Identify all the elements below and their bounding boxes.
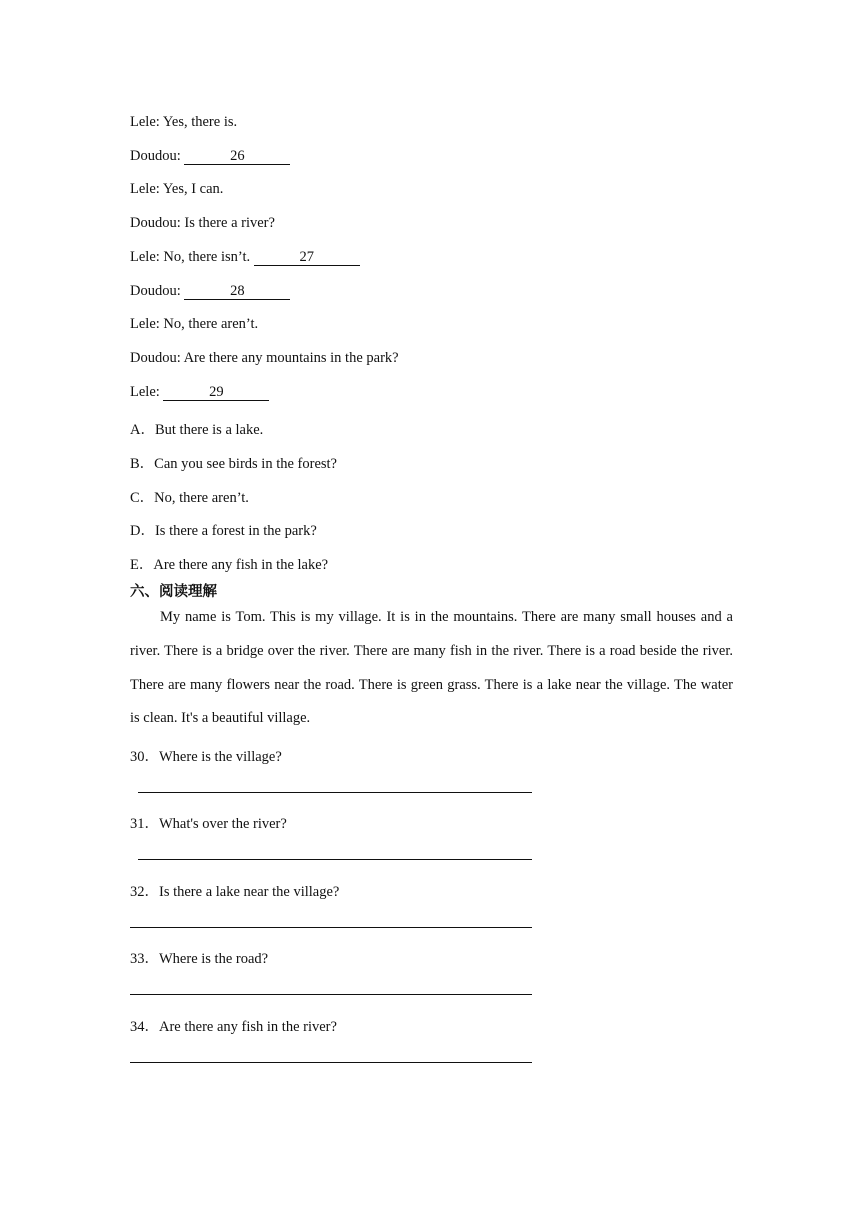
dialogue-line: Lele: Yes, there is. xyxy=(130,114,238,130)
dialogue-line: Doudou: 26 xyxy=(130,148,290,165)
question-34: 34．Are there any fish in the river? xyxy=(130,1019,337,1035)
dialogue-line: Lele: 29 xyxy=(130,384,269,401)
answer-blank-26[interactable]: 26 xyxy=(184,149,290,165)
option-e: E．Are there any fish in the lake? xyxy=(130,557,329,573)
answer-blank-27[interactable]: 27 xyxy=(254,250,360,266)
answer-line-30[interactable] xyxy=(138,792,532,793)
option-d: D．Is there a forest in the park? xyxy=(130,523,317,539)
answer-line-34[interactable] xyxy=(130,1062,532,1063)
dialogue-line: Doudou: Is there a river? xyxy=(130,215,275,231)
dialogue-line: Lele: Yes, I can. xyxy=(130,181,224,197)
option-c: C．No, there aren’t. xyxy=(130,490,249,506)
dialogue-line: Doudou: 28 xyxy=(130,283,290,300)
answer-blank-29[interactable]: 29 xyxy=(163,385,269,401)
option-b: B．Can you see birds in the forest? xyxy=(130,456,337,472)
answer-blank-28[interactable]: 28 xyxy=(184,284,290,300)
answer-line-33[interactable] xyxy=(130,994,532,995)
question-33: 33．Where is the road? xyxy=(130,951,269,967)
dialogue-line: Lele: No, there isn’t. 27 xyxy=(130,249,360,266)
answer-line-31[interactable] xyxy=(138,859,532,860)
question-30: 30．Where is the village? xyxy=(130,749,282,765)
dialogue-line: Doudou: Are there any mountains in the park? xyxy=(130,350,399,366)
section-title: 六、阅读理解 xyxy=(130,584,217,600)
question-32: 32．Is there a lake near the village? xyxy=(130,884,340,900)
reading-passage xyxy=(130,601,733,736)
answer-line-32[interactable] xyxy=(130,927,532,928)
dialogue-line: Lele: No, there aren’t. xyxy=(130,316,259,332)
question-31: 31．What's over the river? xyxy=(130,816,287,832)
option-a: A．But there is a lake. xyxy=(130,422,264,438)
passage-text: My name is Tom. This is my village. It is in the mountains. There are many small houses and a river. There is a bridge over the river. There are many fish in the river. There is a road beside the river. There are many flowers near the road. There is green grass. There is a lake near the village. The water is clean. It's a beautiful village. xyxy=(130,609,733,727)
